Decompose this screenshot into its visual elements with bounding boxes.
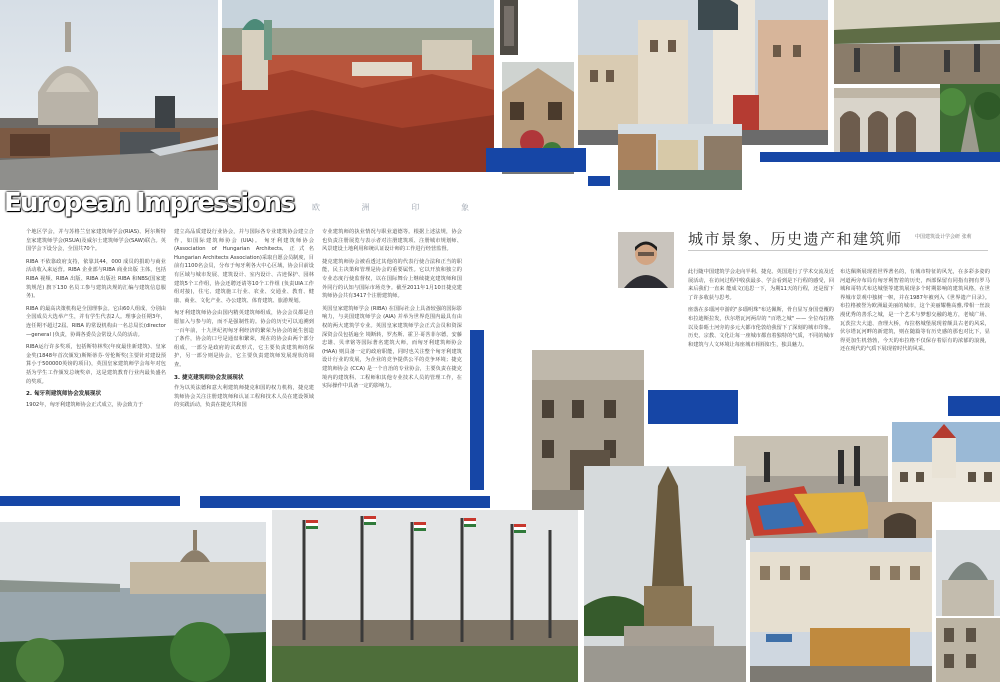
section-heading: 2. 匈牙利建筑师协会发展现状 bbox=[26, 391, 102, 398]
column-label-char: 欧 bbox=[312, 203, 323, 212]
paragraph: 座落在多瑙河中游的"多瑙明珠"布达佩斯，骨自显写身国壹覆的布拉迪斯拉发，伏尔塔瓦河两岸的 "百塔之城" —— 全位布拉格以及泰晤士河旁的多元大都市伦敦给我留下了深刻的城市印象。历史、宗教、文化让每一座城市都直着独特的气质，不同的城市和建筑与人文环境让每座城市相相如生，独具魅力。 bbox=[688, 307, 834, 348]
author-portrait bbox=[618, 232, 674, 288]
paragraph: 作为以英法德和意大利建筑师捷克和国的权力机构，捷克建筑师协会关注注册建筑师和认证工程和技术人员在建设领域的实践活动，负责在捷克共和国 bbox=[174, 385, 314, 409]
paragraph: 建立高品质建设行业协会，并与国际各专业建筑协会建立合作，如国际建筑师协会 (UIA)。 匈牙利建筑师协会(Association of Hungarian Architects, 正式名 Hungarian Architects Association)采取自愿会员制度，目前有1100名会员，分布于匈牙利各大中心区域，协会目前设有区域与城市发展、建筑设计、室内设计、古迹保护、园林建筑5个工作组，协会还聘还请等10个工作组 (负责UIA工作组对接)，住宅、建筑施工行业、农业、交通业、教育、健康、商业、文化产业、办公建筑、体育建筑、旅游规划。 bbox=[174, 229, 314, 304]
accent-bar bbox=[760, 152, 1000, 162]
paragraph: 捷克建筑师协会被看透过其他的的代表行使合法和正当的职能，民主决策和管理是协会的重要属性。它以开放和独立的专业态度行使监督权，以在国际舞台上继续捷克建筑师和国外同行的认知与国际市场竞争。截至2011年1月10日捷克建筑师协会共有3417个注册建筑师。 bbox=[322, 258, 462, 300]
title-divider bbox=[688, 250, 988, 251]
article-title: 城市景象、历史遗产和建筑师 bbox=[688, 230, 903, 248]
paragraph: 专业建筑师的执业情况与职业道德等。根据上述法规，协会也负责注册展览与表示者对注册建筑项、注册城市规划师、风景建设土地利用和统认证设计师的工作进行经营监督。 bbox=[322, 229, 462, 253]
paragraph: 1902年，匈牙利建筑师协会正式成立，协会致力于 bbox=[26, 401, 143, 408]
accent-bar bbox=[948, 396, 1000, 416]
text-column-2 bbox=[174, 228, 314, 458]
section-heading: 3. 捷克建筑师协会发展现状 bbox=[174, 374, 244, 381]
column-label-char: 洲 bbox=[361, 203, 373, 212]
market-photo bbox=[834, 0, 1000, 84]
paragraph: 匈牙利建筑师协会由国内精英建筑师组成，协会会员都是自愿加入与参与的，而不是强制性的。协会的历史可以追溯到一百年前，十九世纪初匈牙利经济的繁荣为协会的诞生创造了条件，协会的口号是通盘和繁荣，现在的协会由两个部分组成，一部分是政府的议政形式，它主要负责建筑师的保护，另一部分则是协会，它主要负责建筑师发展现状的调查。 bbox=[174, 310, 314, 368]
albert-memorial-photo bbox=[584, 466, 746, 682]
text-column-1 bbox=[26, 228, 166, 458]
text-column-5 bbox=[840, 268, 990, 390]
paragraph: RIBA 不依靠政府支持，依靠其44，000 成员的捐助与商业活动收入来运营。RIBA 企业部与RIBA 商业出版 主体，包括 RIBA 视频、RIBA 出版、RIBA 出版社 RIBA 和NBS(国家建筑规范) 旗下130 名员工参与建筑决规的汇编与建筑信息服务)。 bbox=[26, 258, 166, 300]
column-label bbox=[312, 202, 472, 213]
arcade-photo bbox=[834, 88, 940, 152]
budapest-parliament-photo bbox=[0, 522, 266, 682]
paragraph: 布达佩斯展现着世界著名的，有城市特征的风光，在多彩多姿的河道两旁布局有匈牙利智着的历史，西部保留有同指有拥有罗马城和哥特式布达城堡等建筑展现多个时期影响的建筑风格，在世界城市景观中独树一帜，并在1987年被列入《世界遗产目录》。布拉格被誉为欧洲最美丽的城市，这个美丽耀樵高雅,带相一丝浪漫优秀的善乐之城，是一个艺术与梦想交融的地方，老城广场、瓦茨拉夫大道、查理大桥，布拉格城堡展现着颇具古老的风采，伏尔塔瓦河畔的新建筑，则在随篇等有历史感的那也对比下，显得更加生机勃勃，今天的布拉格不仅保存着原有的浓郁的浪漫，还在现代的气质下展现着时代的风采。 bbox=[840, 269, 990, 353]
accent-bar bbox=[470, 330, 484, 490]
paragraph: RIBA 的最高决策机构是全国理事会。它由60人组成，分别由全国成员大选举产生，并有学生代表2人。理事会任期3年，连任期不超过2届。RIBA 的常设机构由一名总局长(director—general )负责，协调各委员会常设人员的活动。 bbox=[26, 305, 166, 338]
green-lane-photo bbox=[940, 84, 1000, 156]
paragraph: 个地区学会，并与苏格兰皇家建筑师学会(RIAS)、阿尔斯特皇家建筑师学会(RSUA)及威尔士建筑师学会(SAW)联合。英国学会下设分会，全国共70个。 bbox=[26, 229, 166, 253]
street-art-photo bbox=[734, 436, 888, 540]
canal-photo bbox=[618, 124, 742, 190]
page-headline: European Impressions bbox=[4, 188, 294, 218]
festival-square-photo bbox=[750, 538, 932, 682]
text-column-3 bbox=[322, 228, 462, 460]
prague-rooftops-photo bbox=[222, 0, 494, 172]
flags-memorial-photo bbox=[272, 510, 578, 682]
london-skyline-photo bbox=[0, 0, 218, 190]
column-label-char: 印 bbox=[411, 203, 423, 212]
paragraph: 此行随中国建筑学会走向半利、捷克、英国进行了学术交流及近展活动，在访问过程中收获最多、学会看到是下行程的感受，回来后我们一直来 能成文(追思一下，为期11天的行程，还是留下了许多收获与思考。 bbox=[688, 269, 834, 301]
accent-bar bbox=[648, 390, 738, 424]
building-corner-photo bbox=[936, 618, 1000, 682]
accent-bar bbox=[486, 148, 586, 172]
street-strip-photo bbox=[500, 0, 518, 55]
text-column-4 bbox=[688, 268, 834, 368]
accent-bar bbox=[588, 176, 610, 186]
castle-photo bbox=[892, 422, 1000, 502]
paragraph: 英国皇家建筑师学会 (RIBA) 在国际社会上具备较强的国际影响力，与美国建筑师学会 (AIA) 并举为世界范围内最具有由权的两大建筑学专业。英国皇家建筑师学会正式会员和资深深资会员包括遍全 境断转，罗杰斯、霍卫·哥菩菲尔德，安藤忠雄、贝聿铭等国际著名建筑大师，而匈牙利建筑师协会 (HAA) 则具备一定的政府职能，同时也关注整个匈牙利建筑设计行业的发展，为企业的竞争提供公平的竞争环境；捷克建筑师协会 (CCA) 是一个自治的专业协会，主要负责在捷克境内的建筑科、工程师和其他专业技术人员的管理工作，在实际操作中具备一定的影响力。 bbox=[322, 305, 462, 390]
accent-bar bbox=[200, 496, 490, 508]
accent-bar bbox=[0, 496, 180, 506]
column-label-char: 象 bbox=[460, 203, 472, 212]
paragraph: RIBA运行许多奖项，包括斯特林奖(年度最佳新建筑)、皇家金奖(1848年首次颁发)斯斯蒂芬·劳伦斯奖(主要针对建设预算小于500000英镑的项目)，英国皇家建筑师学会每年对包括为学生工作颁发总统奖章，这是建筑教育行业内最负盛名的奖项。 bbox=[26, 344, 166, 385]
dome-photo bbox=[936, 530, 1000, 616]
article-byline: 中国建筑设计学会研 张莉 bbox=[915, 234, 972, 240]
